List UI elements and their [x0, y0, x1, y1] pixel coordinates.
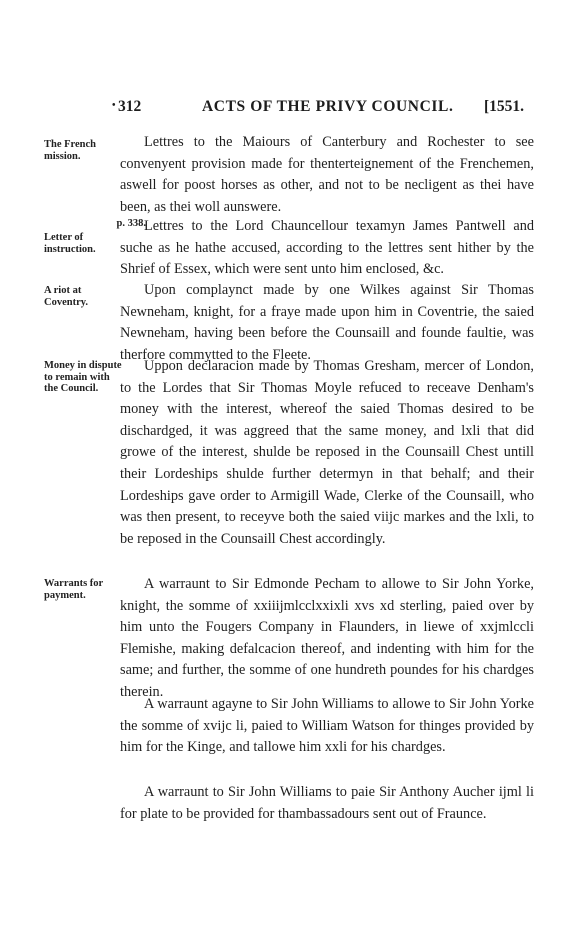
paragraph-money-dispute: Uppon declaracion made by Thomas Gresham, mercer of London, to the Lordes that Sir Thomas Moyle refuced to receave Denham's money with the interest, whereof the saied Thomas desired to be dischardged, it was aggreed that the same money, and lxli that did growe of the interest, shulde be reposed in the Counsaill Chest untill their Lordeships shulde further determyn in that behalf; and their Lordeships gave order to Armigill Wade, Clerke of the Counsaill, who was then present, to receyve both the saied viijc markes and the lxli, to be reposed in the Counsaill Chest accordingly. — [120, 358, 534, 547]
margin-note-warrants-payment: Warrants for payment. — [44, 578, 104, 601]
margin-note-money-dispute: Money in dispute to remain with the Council. — [44, 360, 122, 395]
paragraph-riot-coventry: Upon complaynct made by one Wilkes against Sir Thomas Newneham, knight, for a fraye made upon him in Coventrie, the saied Newneham, having been before the Counsaill and founde faultie, was therfore commytted to the Fleete. — [120, 282, 534, 363]
margin-note-french-mission: The French mission. — [44, 139, 97, 162]
margin-page-reference: p. 338. — [116, 218, 146, 229]
margin-note-letter-instruction: Letter of instruction. — [44, 232, 96, 255]
margin-note-riot-coventry: A riot at Coventry. — [44, 285, 89, 308]
ornament-dot: • — [112, 100, 116, 111]
paragraph-french-mission: Lettres to the Maiours of Canterbury and Rochester to see convenyent provision made for thenterteignement of the Frenchemen, aswell for poost horses as other, and not to be necligent as thei have been, as thei woll aunswere. — [120, 134, 534, 215]
paragraph-warrant-pecham: A warraunt to Sir Edmonde Pecham to allowe to Sir John Yorke, knight, the somme of xxiiijmlcclxxixli xvs xd sterling, paied over by him unto the Fougers Company in Flaunders, in liewe of xxjmlccli Flemishe, making defalcacion thereof, and indenting with him for the same; and further, the somme of one hundreth poundes for his chardges therein. — [120, 576, 534, 700]
year-marker: [1551. — [484, 98, 525, 115]
page-number: 312 — [118, 98, 142, 115]
running-title: ACTS OF THE PRIVY COUNCIL. — [202, 98, 454, 115]
paragraph-letter-instruction: Lettres to the Lord Chauncellour texamyn James Pantwell and suche as he hathe accused, according to the lettres sent hither by the Shrief of Essex, which were sent unto him enclosed, &c. — [120, 218, 534, 278]
running-head — [0, 98, 567, 120]
paragraph-warrant-williams-aucher: A warraunt to Sir John Williams to paie Sir Anthony Aucher ijml li for plate to be provided for thambassadours sent out of Fraunce. — [120, 784, 534, 822]
paragraph-warrant-williams-yorke: A warraunt agayne to Sir John Williams to allowe to Sir John Yorke the somme of xvijc li, paied to William Watson for thinges provided by him for the Kinge, and tallowe him xxli for his chardges. — [120, 696, 534, 756]
